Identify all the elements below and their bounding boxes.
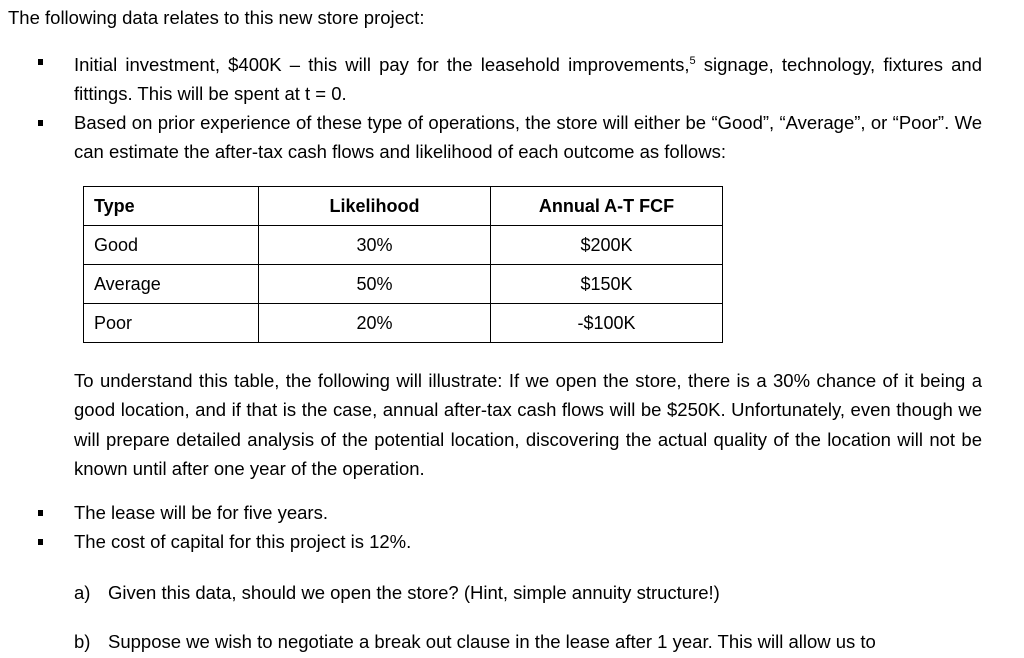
bullet-square-icon (38, 539, 43, 545)
bottom-bullet-list (32, 498, 982, 556)
explanation-paragraph: To understand this table, the following will illustrate: If we open the store, there is a 30% chance of it being a good location, and if that is the case, annual after-tax cash flows will be $250K. Unfortunately, even though we will prepare detailed analysis of the potential location, discovering the actual quality of the location will not be known until after one year of the operation. (74, 370, 982, 479)
top-bullet-list (32, 47, 982, 166)
cell-fcf: $150K (491, 265, 723, 304)
question-label: a) (74, 582, 91, 603)
cell-fcf: -$100K (491, 304, 723, 343)
table-row (84, 265, 723, 304)
cell-type: Poor (84, 304, 259, 343)
bullet-square-icon (38, 510, 43, 516)
cell-likelihood: 50% (259, 265, 491, 304)
cell-likelihood: 20% (259, 304, 491, 343)
header-type: Type (84, 187, 259, 226)
intro-text: The following data relates to this new store project: (8, 7, 425, 28)
question-a (74, 581, 984, 605)
question-text: Given this data, should we open the store? (Hint, simple annuity structure!) (108, 582, 720, 603)
bullet-initial-investment (32, 47, 982, 108)
bullet-cost-of-capital (32, 527, 982, 556)
bullet-square-icon (38, 59, 43, 65)
bullet-text: Based on prior experience of these type of operations, the store will either be “Good”, “Average”, or “Poor”. We can estimate the after-tax cash flows and likelihood of each outcome as follows: (74, 112, 982, 162)
bullet-prior-experience (32, 108, 982, 166)
bullet-text: Initial investment, $400K – this will pay for the leasehold improvements, (74, 54, 690, 75)
cell-likelihood: 30% (259, 226, 491, 265)
question-text: Suppose we wish to negotiate a break out clause in the lease after 1 year. This will allow us to (108, 631, 876, 652)
question-b (74, 630, 984, 654)
table-row (84, 226, 723, 265)
table-header-row (84, 187, 723, 226)
header-fcf: Annual A-T FCF (491, 187, 723, 226)
question-label: b) (74, 631, 91, 652)
bullet-text: The lease will be for five years. (74, 502, 328, 523)
cell-type: Good (84, 226, 259, 265)
cell-fcf: $200K (491, 226, 723, 265)
bullet-lease-term (32, 498, 982, 527)
bullet-text-cont: signage, technology, fixtures and fittings. This will be spent at t = 0. (74, 54, 982, 104)
bullet-square-icon (38, 120, 43, 126)
header-likelihood: Likelihood (259, 187, 491, 226)
table-row (84, 304, 723, 343)
footnote-marker: 5 (689, 55, 696, 67)
bullet-text: The cost of capital for this project is 12%. (74, 531, 412, 552)
cell-type: Average (84, 265, 259, 304)
outcome-table (83, 186, 723, 343)
